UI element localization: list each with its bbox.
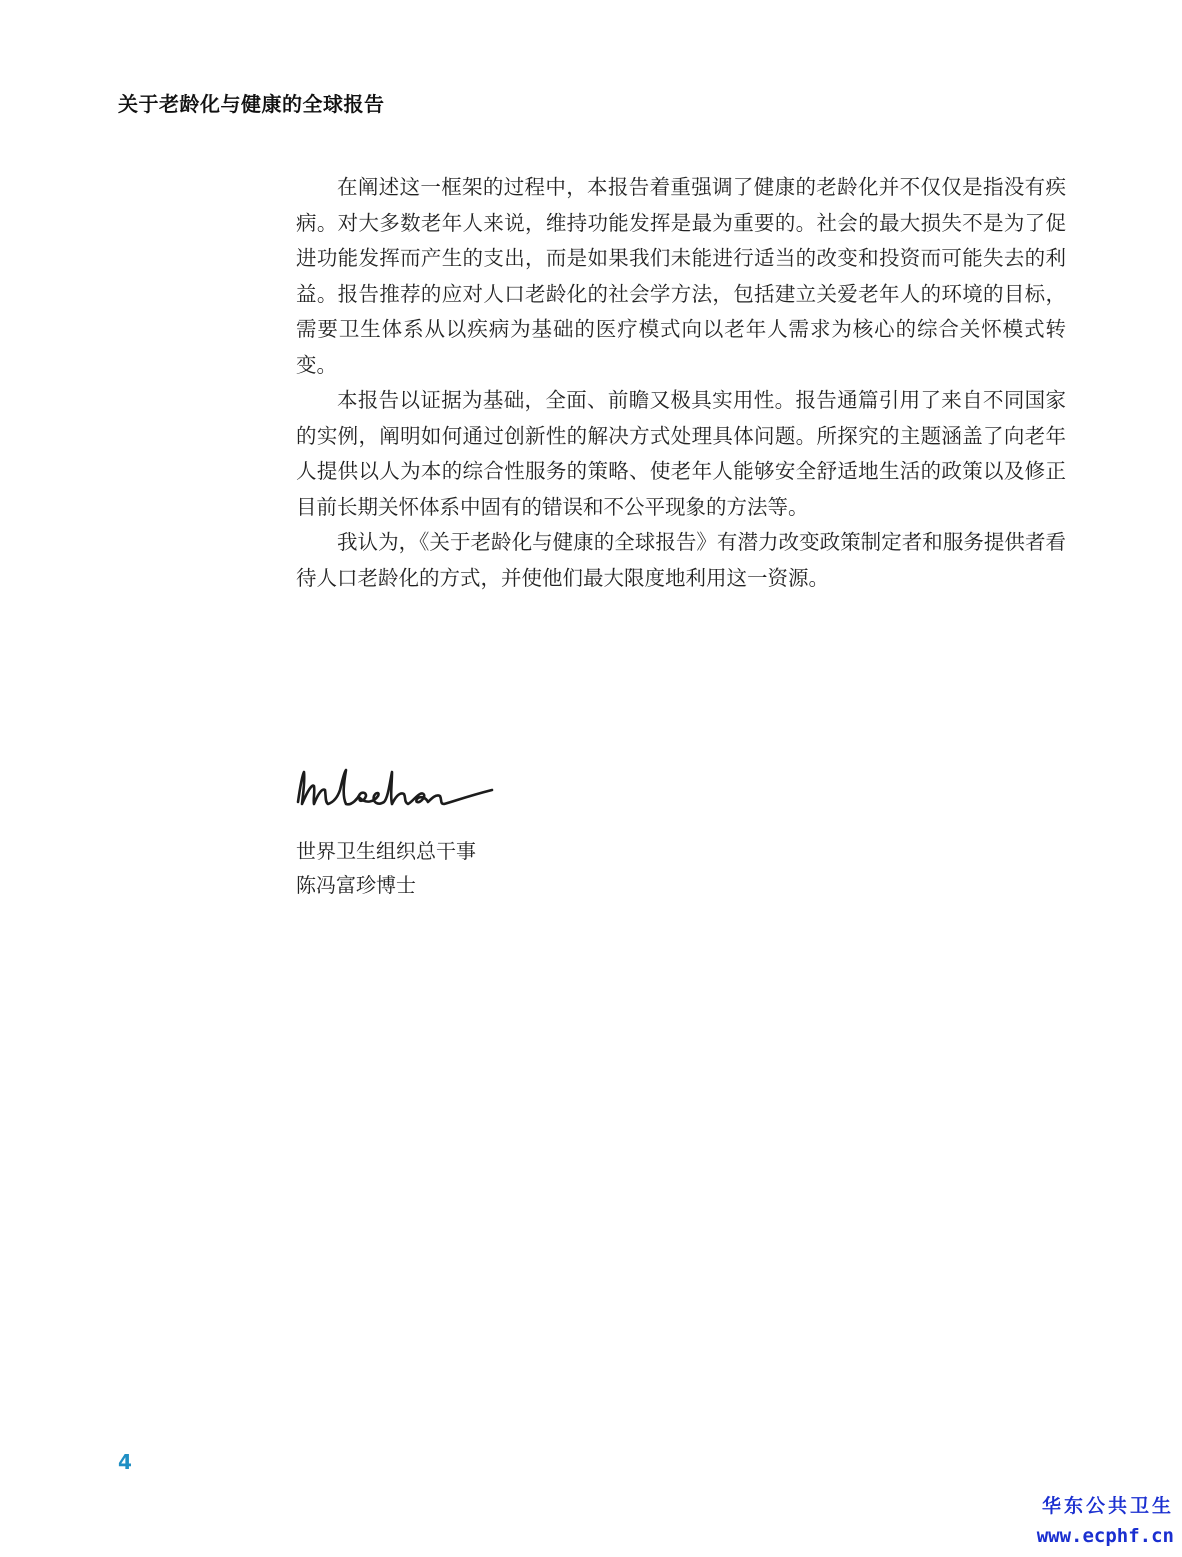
paragraph-1: 在阐述这一框架的过程中，本报告着重强调了健康的老龄化并不仅仅是指没有疾病。对大多数老年人来说，维持功能发挥是最为重要的。社会的最大损失不是为了促进功能发挥而产生的支出，而是如果我们未能进行适当的改变和投资而可能失去的利益。报告推荐的应对人口老龄化的社会学方法，包括建立关爱老年人的环境的目标，需要卫生体系从以疾病为基础的医疗模式向以老年人需求为核心的综合关怀模式转变。 [296,175,1066,377]
signatory-position: 世界卫生组织总干事 [296,839,476,863]
handwritten-signature [292,762,502,818]
paragraph-3: 我认为，《关于老龄化与健康的全球报告》有潜力改变政策制定者和服务提供者看待人口老龄化的方式，并使他们最大限度地利用这一资源。 [296,530,1066,590]
watermark [1037,1491,1174,1551]
running-header-title: 关于老龄化与健康的全球报告 [118,92,385,116]
watermark-name: 华东公共卫生 [1041,1495,1174,1517]
foreword-body [296,170,1066,596]
paragraph-2: 本报告以证据为基础，全面、前瞻又极具实用性。报告通篇引用了来自不同国家的实例，阐明如何通过创新性的解决方式处理具体问题。所探究的主题涵盖了向老年人提供以人为本的综合性服务的策略、使老年人能够安全舒适地生活的政策以及修正目前长期关怀体系中固有的错误和不公平现象的方法等。 [296,388,1066,519]
signature-block [296,834,476,902]
signatory-name: 陈冯富珍博士 [296,873,416,897]
page-number: 4 [118,1450,132,1474]
watermark-url: www.ecphf.cn [1036,1525,1174,1547]
